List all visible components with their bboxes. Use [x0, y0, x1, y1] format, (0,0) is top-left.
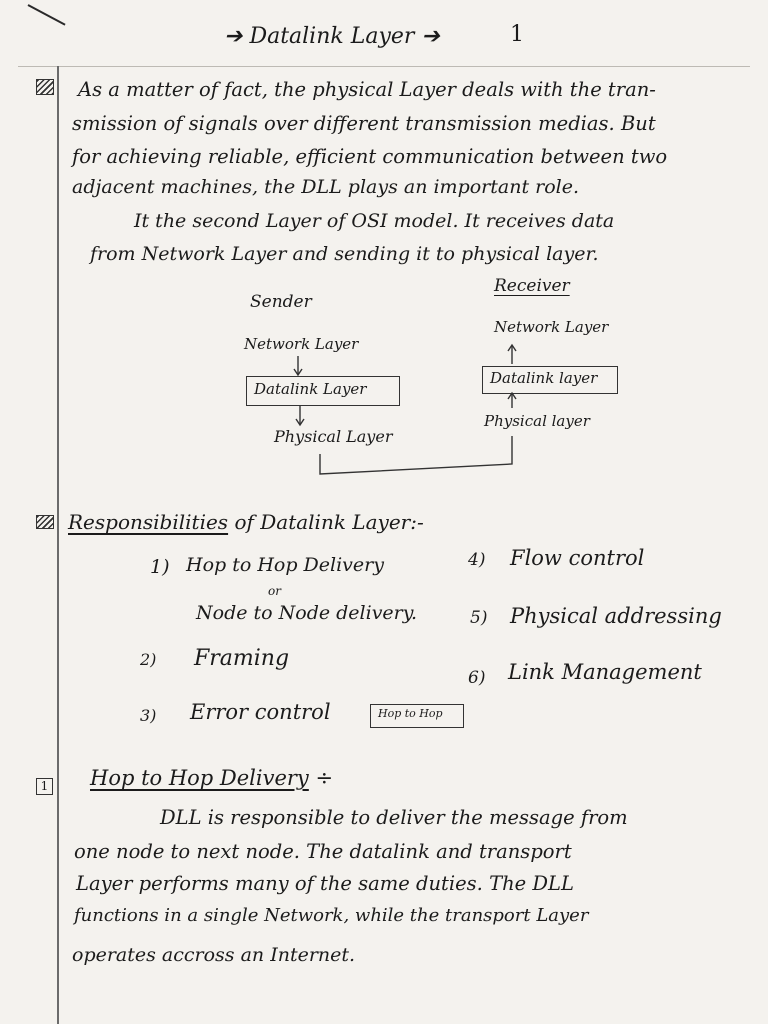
- section1-line-3: Layer performs many of the same duties. The DLL: [76, 872, 574, 895]
- corner-pen-stroke: [28, 4, 66, 25]
- receiver-arrowhead-1: [508, 345, 516, 351]
- responsibilities-heading-word: Responsibilities: [68, 510, 229, 534]
- diagram-sender-label: Sender: [250, 292, 312, 312]
- diagram-sender-physical-layer: Physical Layer: [274, 427, 393, 446]
- intro-para2-line-2: from Network Layer and sending it to physical layer.: [90, 243, 599, 265]
- responsibility-6-text: Link Management: [508, 660, 702, 684]
- section1-line-1: DLL is responsible to deliver the message from: [160, 806, 628, 829]
- intro-para2-line-1: It the second Layer of OSI model. It receives data: [134, 210, 615, 232]
- margin-line: [57, 66, 59, 1024]
- hatched-bullet-icon: [36, 79, 54, 95]
- intro-line-2: smission of signals over different transmission medias. But: [72, 112, 656, 135]
- responsibility-3-text: Error control: [190, 700, 331, 724]
- section1-line-2: one node to next node. The datalink and transport: [74, 840, 572, 863]
- page-number: 1: [510, 22, 524, 47]
- section1-heading: [90, 766, 333, 790]
- hatched-bullet-icon: [36, 515, 54, 529]
- responsibility-5-num: 5): [470, 608, 488, 628]
- responsibility-4-text: Flow control: [510, 546, 645, 570]
- section1-line-4: functions in a single Network, while the transport Layer: [74, 905, 589, 926]
- intro-line-4: adjacent machines, the DLL plays an important role.: [72, 176, 580, 198]
- diagram-sender-datalink-layer: Datalink Layer: [254, 380, 367, 398]
- responsibilities-heading: [68, 510, 424, 534]
- diagram-sender-network-layer: Network Layer: [244, 335, 359, 353]
- title-left-arrow-icon: ➔: [224, 24, 250, 49]
- section1-line-5: operates accross an Internet.: [72, 944, 356, 966]
- responsibility-6-num: 6): [468, 668, 486, 688]
- section1-heading-text: Hop to Hop Delivery: [90, 766, 309, 790]
- responsibility-1-text: Hop to Hop Delivery: [186, 554, 384, 576]
- title-right-arrow-icon: ➔: [414, 24, 440, 49]
- responsibility-2-num: 2): [140, 650, 157, 669]
- responsibility-3-num: 3): [140, 706, 157, 725]
- intro-line-3: for achieving reliable, efficient communication between two: [72, 145, 668, 168]
- diagram-receiver-network-layer: Network Layer: [494, 318, 609, 336]
- responsibility-4-num: 4): [468, 550, 486, 570]
- diagram-receiver-datalink-layer: Datalink layer: [490, 369, 598, 387]
- diagram-receiver-label: Receiver: [494, 276, 570, 296]
- diagram-receiver-physical-layer: Physical layer: [484, 412, 590, 430]
- responsibility-1-num: 1): [150, 556, 170, 578]
- error-control-tag: Hop to Hop: [378, 707, 443, 720]
- responsibility-1-alt-text: Node to Node delivery.: [196, 602, 418, 624]
- page-title: [224, 24, 440, 49]
- intro-line-1: As a matter of fact, the physical Layer deals with the tran-: [78, 78, 656, 101]
- section1-heading-suffix: ÷: [315, 766, 334, 790]
- sender-arrowhead-1: [294, 369, 302, 375]
- title-text: Datalink Layer: [249, 24, 415, 49]
- section-number-box: 1: [36, 778, 53, 795]
- top-rule-line: [18, 66, 750, 67]
- responsibilities-heading-suffix: of Datalink Layer:-: [234, 510, 424, 534]
- responsibility-2-text: Framing: [194, 646, 290, 671]
- responsibility-5-text: Physical addressing: [510, 604, 722, 628]
- responsibility-or: or: [268, 584, 281, 598]
- sender-arrowhead-2: [296, 419, 304, 425]
